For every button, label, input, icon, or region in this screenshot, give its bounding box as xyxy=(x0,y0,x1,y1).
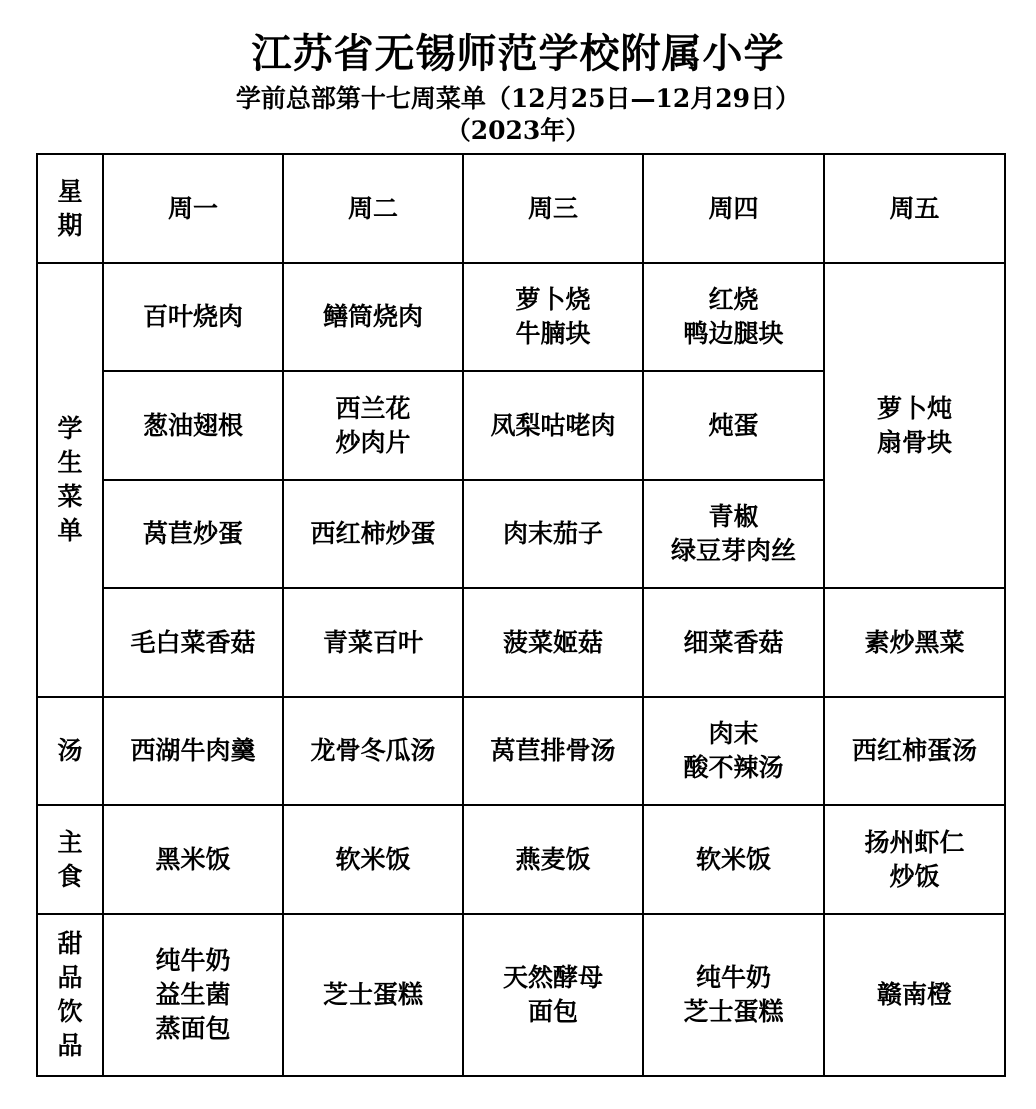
menu-cell xyxy=(103,263,283,371)
dish-name: 菠菜姬菇 xyxy=(502,627,603,657)
dish-name: 毛白菜香菇 xyxy=(130,627,256,657)
dish-name: 赣南橙 xyxy=(876,980,952,1009)
dessert-label: 甜 品 饮 品 xyxy=(57,929,83,1060)
day-label: 周一 xyxy=(167,193,218,223)
dish-name: 天然酵母 面包 xyxy=(502,963,603,1026)
day-header-mon xyxy=(103,154,283,263)
dish-name: 萝卜烧 牛腩块 xyxy=(515,285,591,348)
dish-name: 肉末茄子 xyxy=(502,519,603,548)
menu-cell xyxy=(103,588,283,697)
menu-cell xyxy=(283,697,463,805)
menu-cell xyxy=(463,371,643,480)
menu-cell xyxy=(103,371,283,480)
menu-cell-friday-merged xyxy=(824,263,1005,588)
corner-cell xyxy=(37,154,103,263)
dish-name: 青椒 绿豆芽肉丝 xyxy=(670,502,796,565)
day-label: 周三 xyxy=(527,193,578,223)
student-menu-label-cell xyxy=(37,263,103,697)
menu-cell xyxy=(463,480,643,588)
year-label: （2023年） xyxy=(445,116,591,145)
menu-cell xyxy=(103,805,283,914)
page-title: 江苏省无锡师范学校附属小学 xyxy=(251,30,785,77)
dish-name: 炖蛋 xyxy=(708,410,759,440)
dish-name: 西湖牛肉羹 xyxy=(130,736,256,765)
soup-label-cell xyxy=(37,697,103,805)
dish-name: 扬州虾仁 炒饭 xyxy=(864,827,965,891)
dish-name: 鳝筒烧肉 xyxy=(322,302,423,331)
menu-cell xyxy=(283,263,463,371)
dish-name: 软米饭 xyxy=(695,844,771,874)
menu-cell xyxy=(463,588,643,697)
menu-cell xyxy=(283,371,463,480)
day-header-tue xyxy=(283,154,463,263)
menu-cell xyxy=(643,914,824,1076)
staple-row xyxy=(37,805,1005,914)
dish-name: 西红柿炒蛋 xyxy=(310,519,436,548)
dish-name: 燕麦饭 xyxy=(515,844,591,874)
soup-row xyxy=(37,697,1005,805)
menu-cell xyxy=(643,588,824,697)
dish-name: 青菜百叶 xyxy=(322,627,423,657)
menu-cell xyxy=(283,480,463,588)
soup-label: 汤 xyxy=(57,736,83,765)
dish-name: 芝士蛋糕 xyxy=(322,980,423,1009)
dish-name: 百叶烧肉 xyxy=(142,302,243,331)
menu-cell xyxy=(283,914,463,1076)
dish-name: 细菜香菇 xyxy=(683,627,784,657)
dish-name: 龙骨冬瓜汤 xyxy=(310,736,436,765)
dish-name: 西兰花 炒肉片 xyxy=(335,393,411,457)
dish-name: 葱油翅根 xyxy=(142,410,243,440)
dish-name: 莴苣排骨汤 xyxy=(490,736,616,765)
corner-label: 星 期 xyxy=(57,176,83,240)
student-menu-row-1 xyxy=(37,263,1005,371)
menu-cell xyxy=(643,805,824,914)
student-menu-row-4 xyxy=(37,588,1005,697)
menu-cell xyxy=(283,805,463,914)
dish-name: 素炒黑菜 xyxy=(864,627,965,657)
dessert-row xyxy=(37,914,1005,1076)
day-header-fri xyxy=(824,154,1005,263)
menu-cell xyxy=(824,805,1005,914)
menu-cell xyxy=(643,480,824,588)
dish-name: 软米饭 xyxy=(335,844,411,874)
day-label: 周四 xyxy=(708,193,759,223)
menu-cell xyxy=(643,371,824,480)
menu-table xyxy=(36,153,1006,1077)
menu-cell xyxy=(824,588,1005,697)
staple-label: 主 食 xyxy=(57,827,83,891)
menu-cell xyxy=(824,914,1005,1076)
menu-cell xyxy=(283,588,463,697)
dish-name: 黑米饭 xyxy=(155,844,231,874)
dish-name: 纯牛奶 芝士蛋糕 xyxy=(683,963,784,1026)
day-label: 周五 xyxy=(889,193,940,223)
dish-name: 纯牛奶 益生菌 蒸面包 xyxy=(155,946,231,1043)
menu-cell xyxy=(463,697,643,805)
menu-cell xyxy=(643,263,824,371)
day-header-wed xyxy=(463,154,643,263)
menu-cell xyxy=(463,263,643,371)
dish-name: 红烧 鸭边腿块 xyxy=(683,285,784,348)
dessert-label-cell xyxy=(37,914,103,1076)
dish-name: 凤梨咕咾肉 xyxy=(490,410,616,440)
day-label: 周二 xyxy=(347,193,398,223)
menu-cell xyxy=(103,480,283,588)
menu-cell xyxy=(463,805,643,914)
student-menu-label: 学 生 菜 单 xyxy=(57,414,83,545)
menu-cell xyxy=(463,914,643,1076)
header-row xyxy=(37,154,1005,263)
menu-cell xyxy=(824,697,1005,805)
dish-name: 萝卜炖 扇骨块 xyxy=(876,393,952,457)
dish-name: 西红柿蛋汤 xyxy=(851,736,977,765)
menu-cell xyxy=(103,697,283,805)
dish-name: 肉末 酸不辣汤 xyxy=(683,719,784,782)
menu-cell xyxy=(643,697,824,805)
day-header-thu xyxy=(643,154,824,263)
page-subtitle: 学前总部第十七周菜单（12月25日—12月29日） xyxy=(235,84,801,113)
staple-label-cell xyxy=(37,805,103,914)
dish-name: 莴苣炒蛋 xyxy=(142,519,243,548)
menu-cell xyxy=(103,914,283,1076)
